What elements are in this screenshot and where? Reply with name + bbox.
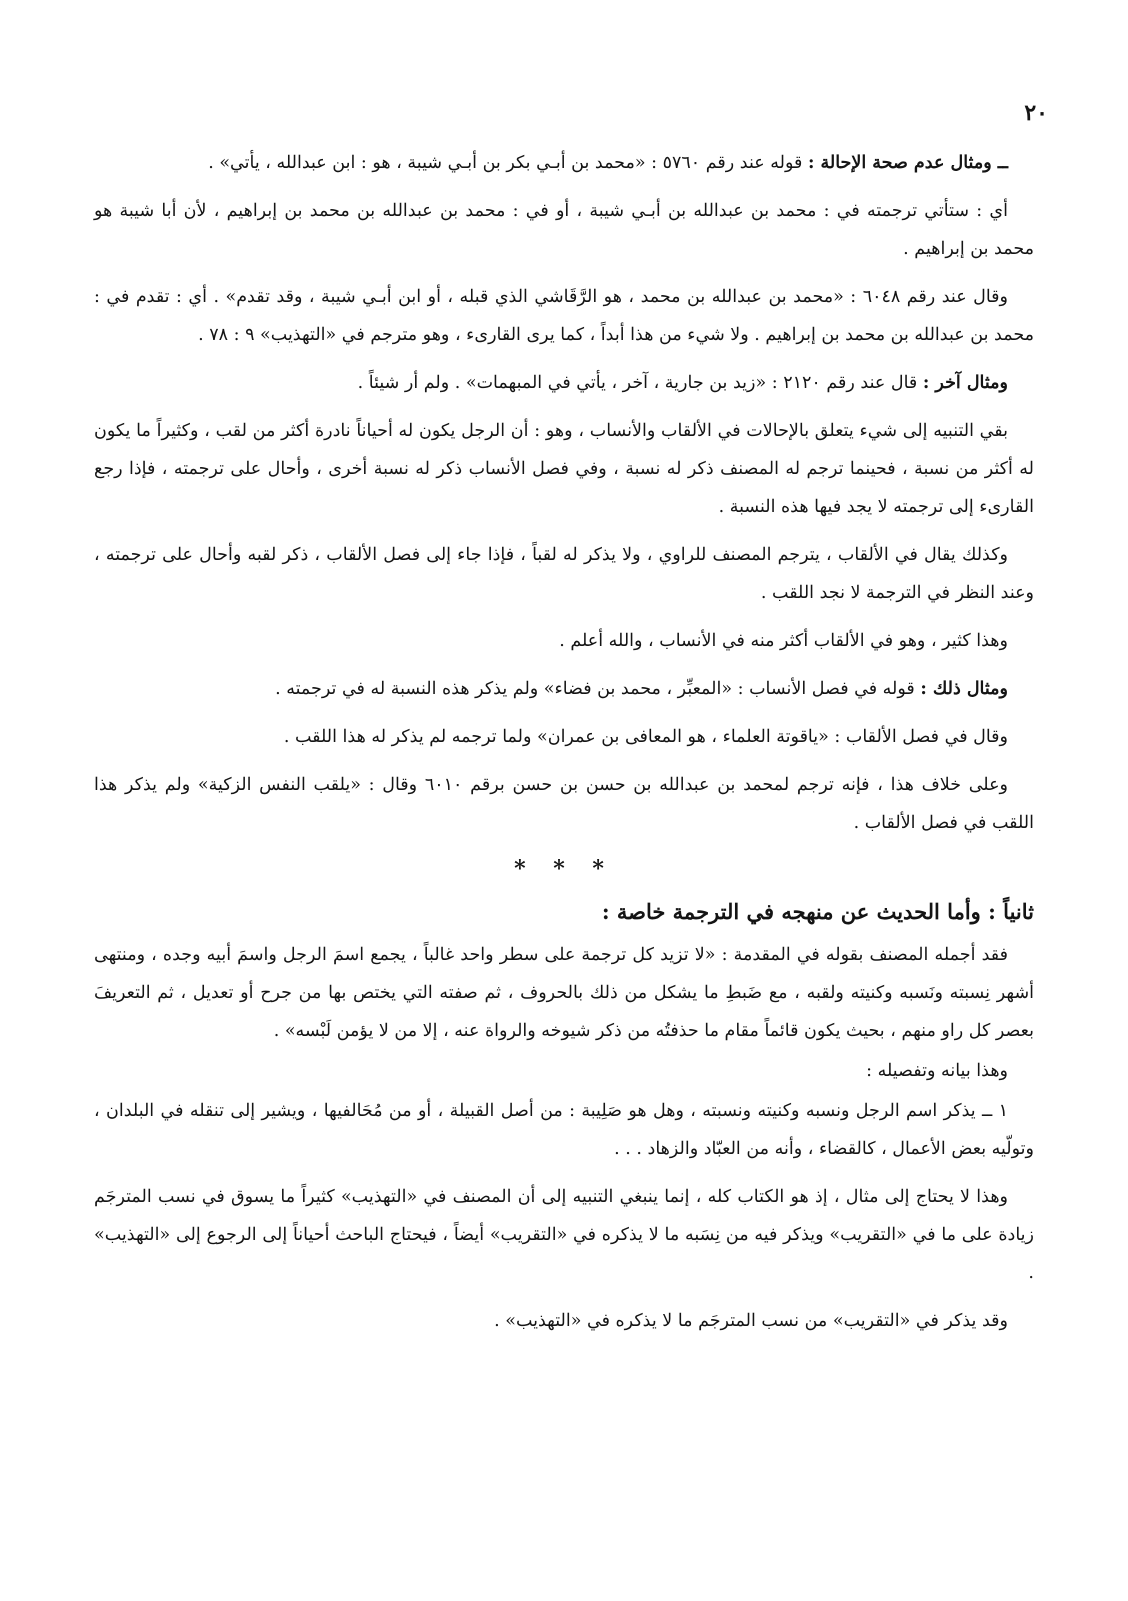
paragraph-text: وكذلك يقال في الألقاب ، يترجم المصنف للراوي ، ولا يذكر له لقباً ، فإذا جاء إلى فصل الألقاب ، ذكر لقبه وأحال على ترجمته ، وعند النظر في الترجمة لا نجد اللقب . [94,545,1034,603]
paragraph-text: وعلى خلاف هذا ، فإنه ترجم لمحمد بن عبدالله بن حسن بن حسن برقم ٦٠١٠ وقال : «يلقب النفس الزكية» ولم يذكر هذا اللقب في فصل الألقاب . [94,775,1034,833]
section-separator: * * * [514,856,614,882]
paragraph-lead: ومثال آخر : [922,373,1008,393]
page-body [94,144,1034,1350]
paragraph-another-example [94,364,1034,402]
page-number: ٢٠ [1024,100,1048,126]
paragraph-text: قال عند رقم ٢١٢٠ : «زيد بن جارية ، آخر ، يأتي في المبهمات» . ولم أر شيئاً . [357,373,923,393]
paragraph-text: وقال عند رقم ٦٠٤٨ : «محمد بن عبدالله بن محمد ، هو الرَّقَاشي الذي قبله ، أو ابن أبـي شيبة ، وقد تقدم» . أي : تقدم في : محمد بن عبدالله بن محمد بن إبراهيم . ولا شيء من هذا أبداً ، كما يرى القارىء ، وهو مترجم في «التهذيب» ٩ : ٧٨ . [94,287,1034,345]
paragraph-text: وهذا بيانه وتفصيله : [866,1061,1008,1081]
paragraph-text: ١ ــ يذكر اسم الرجل ونسبه وكنيته ونسبته ، وهل هو صَلِيبة : من أصل القبيلة ، أو من مُحَالفيها ، ويشير إلى تنقله في البلدان ، وتولّيه بعض الأعمال ، كالقضاء ، وأنه من العبّاد والزهاد . . . [94,1101,1034,1159]
section-heading: ثانياً : وأما الحديث عن منهجه في الترجمة خاصة : [601,899,1034,924]
paragraph-text: وقال في فصل الألقاب : «ياقوتة العلماء ، هو المعافى بن عمران» ولما ترجمه لم يذكر له هذا اللقب . [283,727,1008,747]
paragraph-titles-note [94,536,1034,612]
paragraph-lead: ومثال ذلك : [920,679,1008,699]
paragraph-entry-6048 [94,278,1034,354]
paragraph-method-summary [94,936,1034,1050]
paragraph-text: قوله عند رقم ٥٧٦٠ : «محمد بن أبـي بكر بن أبـي شيبة ، هو : ابن عبدالله ، يأتي» . [208,153,808,173]
paragraph-tahdhib-note [94,1178,1034,1292]
paragraph-contrary-example [94,766,1034,842]
paragraph-invalid-referral-example [94,144,1034,182]
paragraph-text: فقد أجمله المصنف بقوله في المقدمة : «لا تزيد كل ترجمة على سطر واحد غالباً ، يجمع اسمَ الرجل واسمَ أبيه وجده ، ومنتهى أشهر نِسبته ونَسبه وكنيته ولقبه ، مع ضَبطِ ما يشكل من ذلك بالحروف ، ثم صفته التي يختص بها من جرح أو تعديل ، ثم التعريفَ بعصر كل راو منهم ، بحيث يكون قائماً مقام ما حذفتُه من ذكر شيوخه والرواة عنه ، إلا من لا يؤمن لَبْسه» . [94,945,1034,1041]
paragraph-title-example [94,718,1034,756]
paragraph-text: بقي التنبيه إلى شيء يتعلق بالإحالات في الألقاب والأنساب ، وهو : أن الرجل يكون له أحياناً نادرة أكثر من لقب ، وكثيراً ما يكون له أكثر من نسبة ، فحينما ترجم له المصنف ذكر له نسبة ، وفي فصل الأنساب ذكر له نسبة أخرى ، وأحال على ترجمته ، فإذا رجع القارىء إلى ترجمته لا يجد فيها هذه النسبة . [94,421,1034,517]
paragraph-taqrib-note [94,1302,1034,1340]
paragraph-titles-and-lineages-note [94,412,1034,526]
paragraph-text: وهذا لا يحتاج إلى مثال ، إذ هو الكتاب كله ، إنما ينبغي التنبيه إلى أن المصنف في «التهذيب» كثيراً ما يسوق في نسب المترجَم زيادة على ما في «التقريب» ويذكر فيه من نِسَبه ما لا يذكره في «التقريب» أيضاً ، فيحتاج الباحث أحياناً إلى الرجوع إلى «التهذيب» . [94,1187,1034,1283]
paragraph-frequency-note [94,622,1034,660]
paragraph-lead: ــ ومثال عدم صحة الإحالة : [807,153,1008,173]
paragraph-text: وهذا كثير ، وهو في الألقاب أكثر منه في الأنساب ، والله أعلم . [559,631,1008,651]
paragraph-explanation [94,192,1034,268]
paragraph-text: قوله في فصل الأنساب : «المعبِّر ، محمد بن فضاء» ولم يذكر هذه النسبة له في ترجمته . [275,679,921,699]
paragraph-text: وقد يذكر في «التقريب» من نسب المترجَم ما لا يذكره في «التهذيب» . [494,1311,1008,1331]
paragraph-point-one [94,1092,1034,1168]
paragraph-lineage-example [94,670,1034,708]
paragraph-text: أي : ستأتي ترجمته في : محمد بن عبدالله بن أبـي شيبة ، أو في : محمد بن عبدالله بن محمد بن إبراهيم ، لأن أبا شيبة هو محمد بن إبراهيم . [94,201,1034,259]
paragraph-details-intro [94,1052,1034,1090]
